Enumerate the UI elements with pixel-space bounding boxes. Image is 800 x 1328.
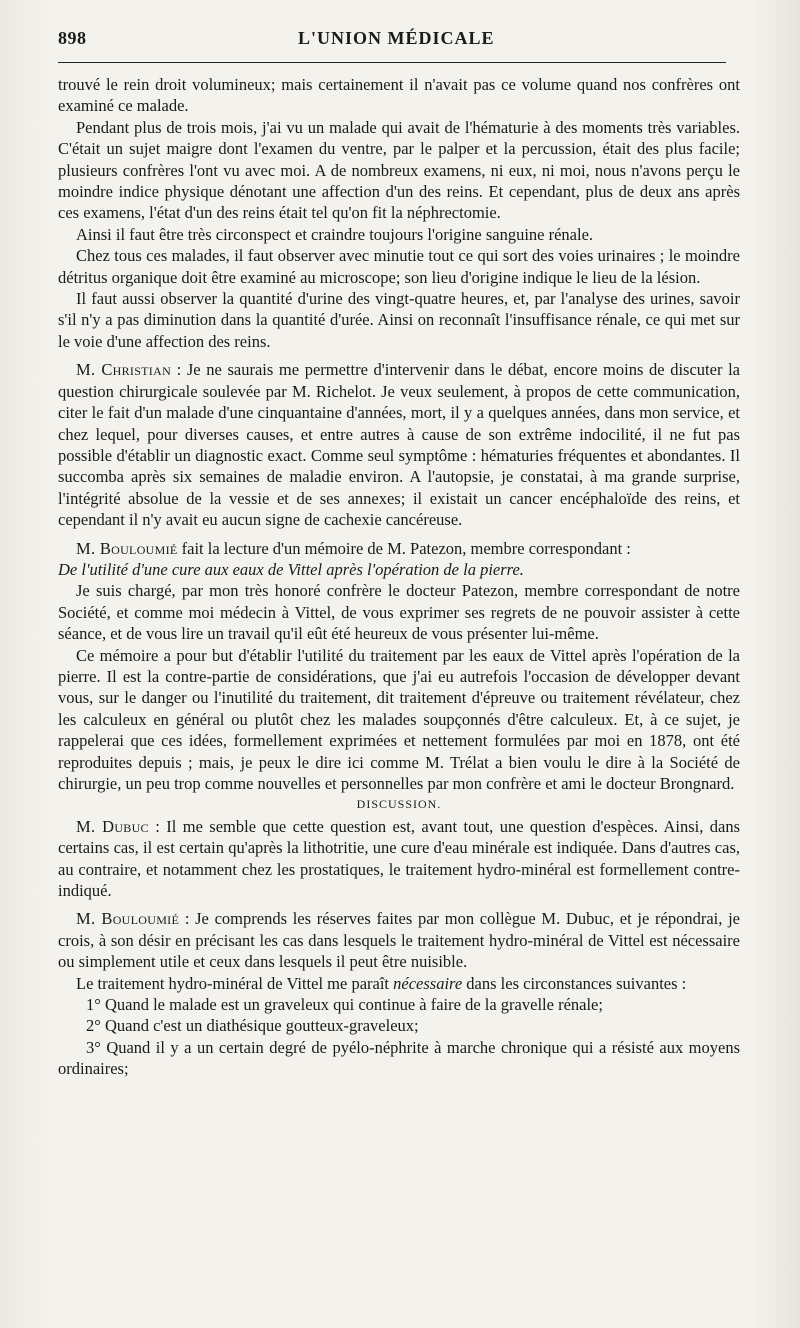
paragraph-bouloumie-intro <box>58 538 740 559</box>
paragraph: Il faut aussi observer la quantité d'urine des vingt-quatre heures, et, par l'analyse des urines, savoir s'il n'y a pas diminution dans la quantité d'urée. Ainsi on reconnaît l'insuffisance rénale, ce qui met sur le voie d'une affection des reins. <box>58 289 740 351</box>
speaker-text: fait la lecture d'un mémoire de M. Patezon, membre correspondant : <box>177 538 631 558</box>
paragraph-christian <box>58 359 740 530</box>
list-item: 3° Quand il y a un certain degré de pyélo-néphrite à marche chronique qui a résisté aux moyens ordinaires; <box>58 1037 740 1079</box>
speaker-name: M. Bouloumié <box>76 909 180 929</box>
list-item: 2° Quand c'est un diathésique goutteux-graveleux; <box>86 1016 419 1036</box>
paragraph: Chez tous ces malades, il faut observer avec minutie tout ce qui sort des voies urinaires ; le moindre détritus organique doit être examiné au microscope; son lieu d'origine indique le lieu de la lésion. <box>58 246 740 287</box>
discussion-heading: DISCUSSION. <box>356 797 442 812</box>
speaker-text: : Je ne saurais me permettre d'intervenir dans le débat, encore moins de discuter la question chirurgicale soulevée par M. Richelot. Je veux seulement, à propos de cette communication, citer le fait d'un malade d'une cinquantaine d'années, mort, il y a quelques années, dans mon service, et chez lequel, pour diverses causes, et entre autres à cause de son extrême indocilité, il ne fut pas possible d'établir un diagnostic exact. Comme seul symptôme : hématuries fréquentes et abondantes. Il succomba après six semaines de maladie environ. A l'autopsie, je constatai, à ma grande surprise, l'intégrité absolue de la vessie et de ses annexes; il existait un cancer encéphaloïde des reins, et cependant il n'y avait eu aucun signe de cachexie cancéreuse. <box>58 360 740 530</box>
speaker-text: : Il me semble que cette question est, avant tout, une question d'espèces. Ainsi, dans certains cas, il est certain qu'après la lithotritie, une cure d'eau minérale est indiquée. Dans d'autres cas, au contraire, et notamment chez les prostatiques, le traitement hydro-minéral est formellement contre-indiqué. <box>58 816 740 901</box>
speaker-name: M. Christian <box>76 360 172 380</box>
page-number: 898 <box>58 28 87 48</box>
header-rule <box>58 62 726 63</box>
running-title: L'UNION MÉDICALE <box>298 28 495 48</box>
list-item: 1° Quand le malade est un graveleux qui continue à faire de la gravelle rénale; <box>86 995 603 1015</box>
paragraph-bouloumie-reply <box>58 908 740 972</box>
speaker-text: : Je comprends les réserves faites par mon collègue M. Dubuc, et je répondrai, je crois, à son désir en précisant les cas dans lesquels le traitement hydro-minéral de Vittel est nécessaire ou simplement utile et ceux dans lesquels il peut être nuisible. <box>58 909 740 972</box>
paragraph: Pendant plus de trois mois, j'ai vu un malade qui avait de l'hématurie à des moments très variables. C'était un sujet maigre dont l'examen du ventre, par le palper et la percussion, était des plus facile; plusieurs confrères l'ont vu avec moi. A de nombreux examens, ni eux, ni moi, nous n'avons perçu le moindre indice physique dénotant une affection d'un des reins. Et cependant, plus de deux ans après ces examens, l'état d'un des reins était tel qu'on fit la néphrectomie. <box>58 117 740 223</box>
emphasis: nécessaire <box>393 973 463 993</box>
article-body <box>58 74 740 1080</box>
page-header <box>58 26 726 52</box>
text-run: dans les circonstances suivantes : <box>462 973 687 993</box>
paragraph-dubuc <box>58 816 740 902</box>
speaker-name: M. Dubuc <box>76 816 149 836</box>
paragraph: Je suis chargé, par mon très honoré confrère le docteur Patezon, membre correspondant de notre Société, et comme moi médecin à Vittel, de vous exprimer ses regrets de ne pouvoir assister à cette séance, et de vous lire un travail qu'il eût été heureux de vous présenter lui-même. <box>58 581 740 644</box>
speaker-name: M. Bouloumié <box>76 538 178 558</box>
paragraph: Ce mémoire a pour but d'établir l'utilité du traitement par les eaux de Vittel après l'opération de la pierre. Il est la contre-partie de considérations, que j'ai eu autrefois l'occasion de développer devant vous, sur le danger ou l'inutilité du traitement, dit traitement d'épreuve ou traitement révélateur, chez les calculeux en général ou plutôt chez les malades soupçonnés d'être calculeux. Et, à ce sujet, je rappelerai que ces idées, formellement exprimées et nettement formulées par moi en 1878, ont été reproduites depuis ; mais, je peux le dire ici comme M. Trélat a bien voulu le dire à la Société de chirurgie, un peu trop comme nouvelles et personnelles par mon confrère et ami le docteur Brongnard. <box>58 645 740 793</box>
paragraph: Ainsi il faut être très circonspect et craindre toujours l'origine sanguine rénale. <box>76 224 594 244</box>
memoir-title: De l'utilité d'une cure aux eaux de Vittel après l'opération de la pierre. <box>58 559 524 579</box>
paragraph <box>58 973 740 994</box>
paragraph: trouvé le rein droit volumineux; mais certainement il n'avait pas ce volume quand nos confrères ont examiné ce malade. <box>58 75 740 116</box>
text-run: Le traitement hydro-minéral de Vittel me paraît <box>76 973 394 993</box>
